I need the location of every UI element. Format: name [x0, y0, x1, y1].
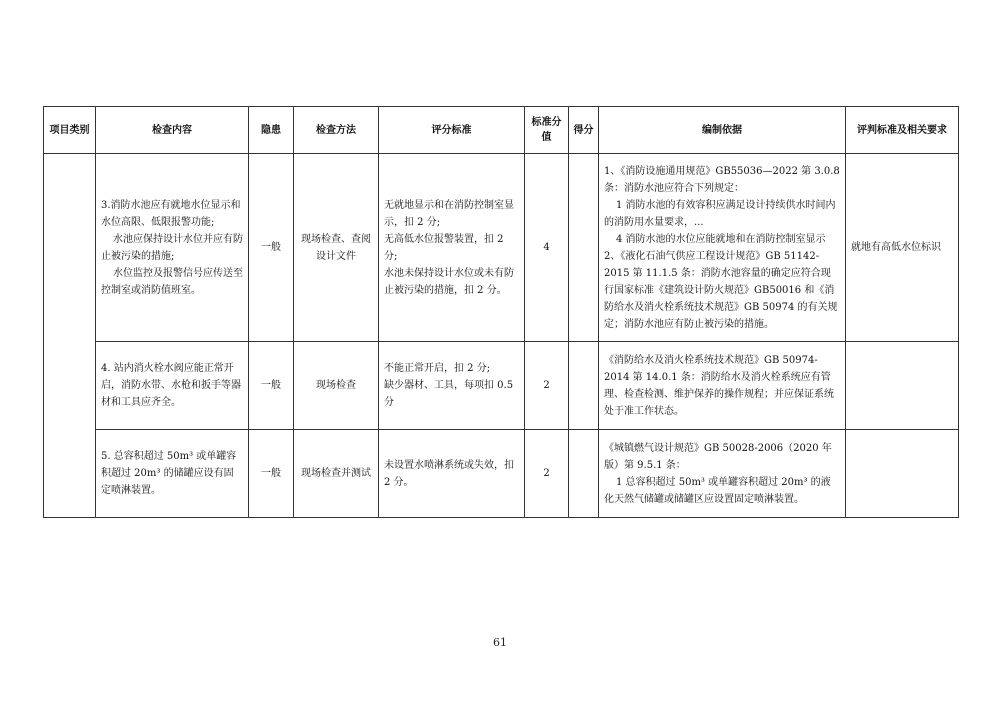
standard-score-cell: 2 [525, 430, 569, 518]
scoring-cell [379, 342, 525, 430]
judgment-cell: 就地有高低水位标识 [846, 154, 959, 342]
table-row [44, 430, 959, 518]
scoring-line: 无高低水位报警装置，扣 2 分; [384, 233, 504, 262]
scoring-line: 缺少器材、工具，每项扣 0.5 分 [384, 380, 514, 408]
standard-score-cell: 2 [525, 342, 569, 430]
content-cell [96, 342, 249, 430]
judgment-cell [846, 430, 959, 518]
content-cell [96, 154, 249, 342]
content-line: 3.消防水池应有就地水位显示和水位高限、低限报警功能; [101, 199, 241, 228]
header-scoring: 评分标准 [379, 107, 525, 154]
basis-cell [599, 342, 846, 430]
inspection-table [43, 106, 959, 518]
basis-line: 1 总容积超过 50m³ 或单罐容积超过 20m³ 的液化天然气储罐或储罐区应设置固定喷淋装置。 [604, 476, 831, 505]
header-content: 检查内容 [96, 107, 249, 154]
content-cell [96, 430, 249, 518]
category-cell [44, 154, 96, 518]
page-number: 61 [493, 636, 507, 649]
header-score: 得分 [569, 107, 599, 154]
basis-cell [599, 154, 846, 342]
content-line: 水位监控及报警信号应传送至控制室或消防值班室。 [101, 267, 243, 296]
method-cell: 现场检查、查阅设计文件 [294, 154, 379, 342]
score-cell [569, 342, 599, 430]
content-line: 水池应保持设计水位并应有防止被污染的措施; [101, 233, 243, 262]
header-hazard: 隐患 [249, 107, 294, 154]
hazard-cell: 一般 [249, 154, 294, 342]
basis-line: 1、《消防设施通用规范》GB55036—2022 第 3.0.8 条：消防水池应符合下列规定： [604, 165, 840, 194]
header-standard-score: 标准分值 [525, 107, 569, 154]
method-cell: 现场检查 [294, 342, 379, 430]
judgment-cell [846, 342, 959, 430]
basis-line: 1 消防水池的有效容积应满足设计持续供水时间内的消防用水量要求，... [604, 199, 836, 228]
hazard-cell: 一般 [249, 342, 294, 430]
basis-cell [599, 430, 846, 518]
scoring-line: 无就地显示和在消防控制室显示，扣 2 分; [384, 199, 514, 228]
content-line: 4. 站内消火栓水阀应能正常开启，消防水带、水枪和扳手等器材和工具应齐全。 [101, 363, 241, 408]
score-cell [569, 154, 599, 342]
hazard-cell: 一般 [249, 430, 294, 518]
method-cell: 现场检查并测试 [294, 430, 379, 518]
score-cell [569, 430, 599, 518]
standard-score-cell: 4 [525, 154, 569, 342]
basis-line: 《消防给水及消火栓系统技术规范》GB 50974-2014 第 14.0.1 条：消防给水及消火栓系统应有管理、检查检测、维护保养的操作规程；并应保证系统处于准工作状态。 [604, 354, 834, 417]
scoring-line: 未设置水喷淋系统或失效，扣 2 分。 [384, 459, 514, 488]
scoring-line: 水池未保持设计水位或未有防止被污染的措施，扣 2 分。 [384, 267, 514, 296]
basis-line: 4 消防水池的水位应能就地和在消防控制室显示 [616, 233, 826, 245]
scoring-cell [379, 154, 525, 342]
table-row [44, 342, 959, 430]
header-method: 检查方法 [294, 107, 379, 154]
basis-line: 2、《液化石油气供应工程设计规范》GB 51142-2015 第 11.1.5 条：消防水池容量的确定应符合现行国家标准《建筑设计防火规范》GB50016 和《消防给水及消火栓系统技术规范》GB 50974 的有关规定；消防水池应有防止被污染的措施。 [604, 250, 838, 330]
scoring-line: 不能正常开启，扣 2 分; [384, 363, 491, 374]
table-row [44, 154, 959, 342]
header-category: 项目类别 [44, 107, 96, 154]
header-basis: 编制依据 [599, 107, 846, 154]
content-line: 5. 总容积超过 50m³ 或单罐容积超过 20m³ 的储罐应设有固定喷淋装置。 [101, 451, 237, 496]
header-judgment: 评判标准及相关要求 [846, 107, 959, 154]
basis-line: 《城镇燃气设计规范》GB 50028-2006（2020 年版）第 9.5.1 条： [604, 442, 832, 471]
table-header-row [44, 107, 959, 154]
scoring-cell [379, 430, 525, 518]
